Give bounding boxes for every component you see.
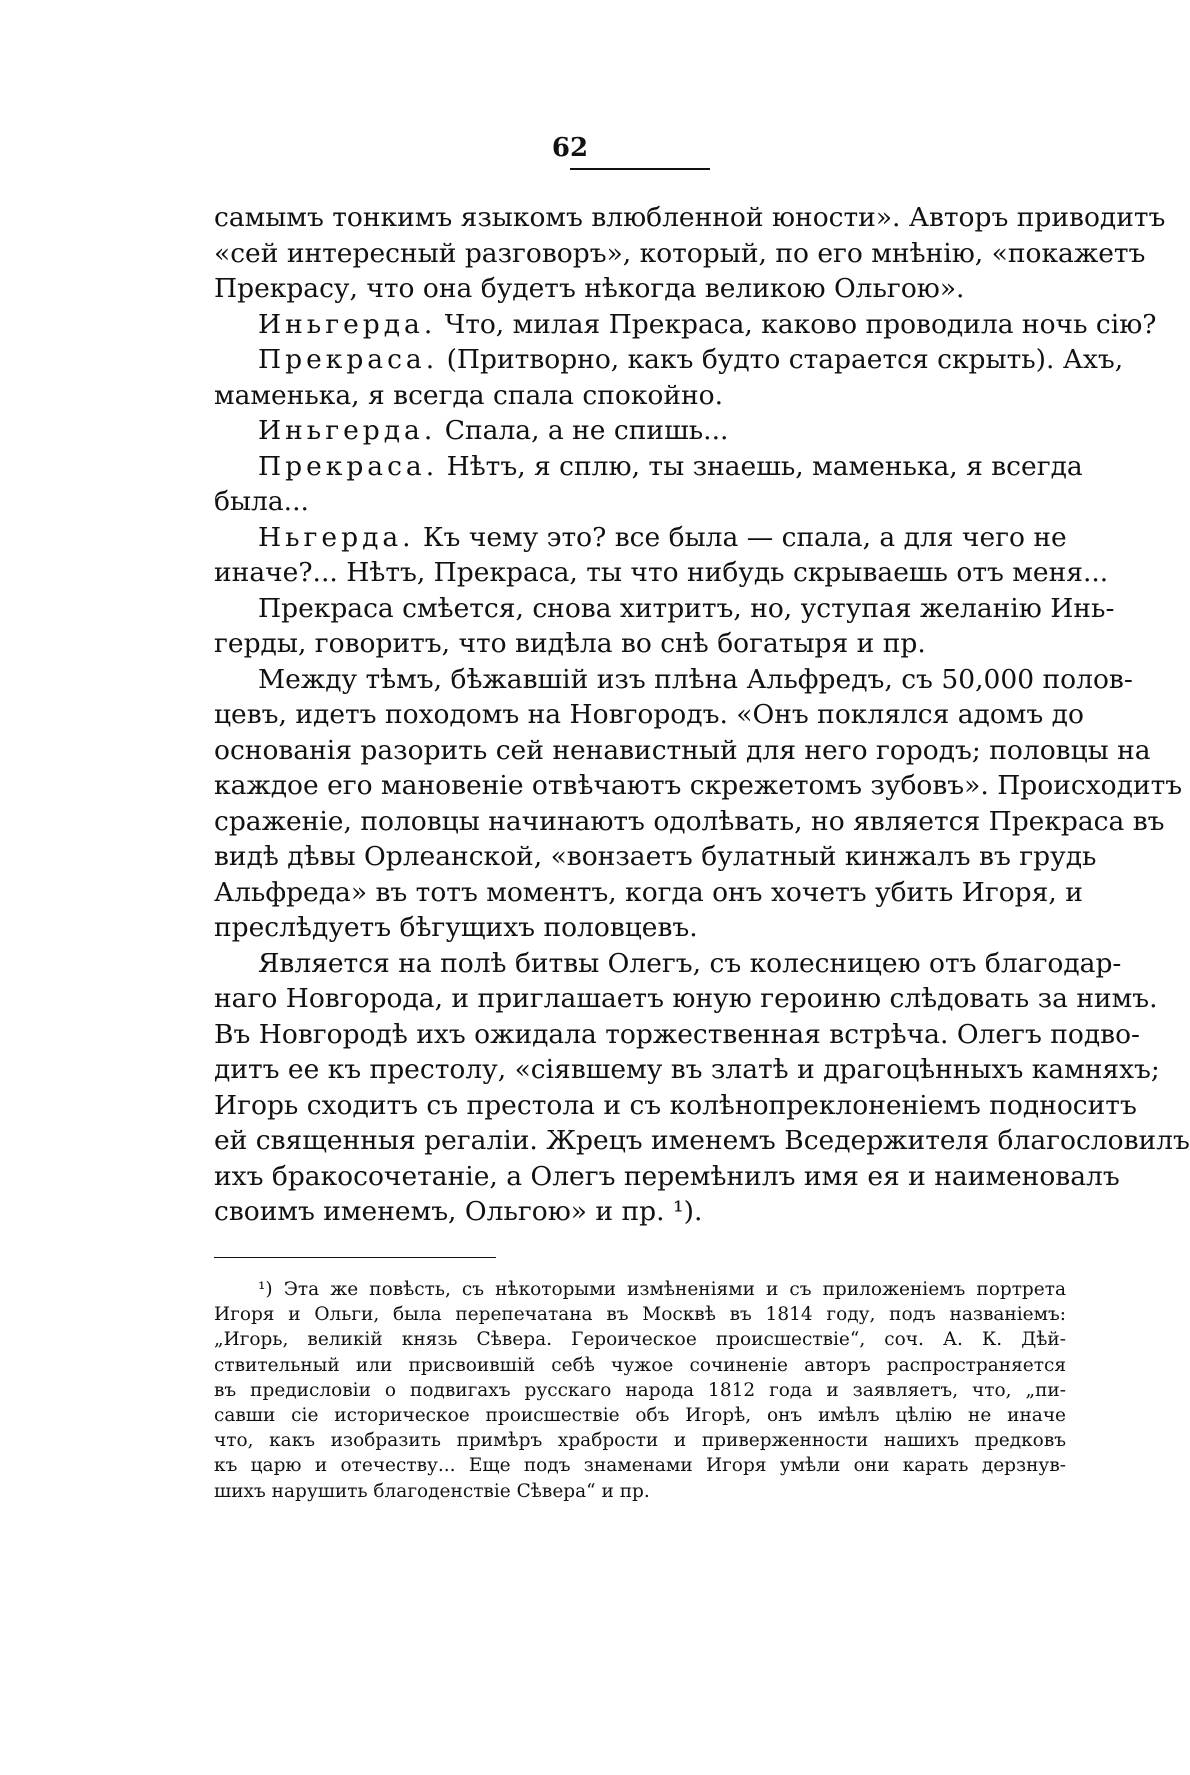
text-line [214,378,1066,414]
text-line [214,271,1066,307]
line-text: Альфреда» въ тотъ моментъ, когда онъ хочетъ убить Игоря, и [214,876,1083,908]
line-text: ей священныя регаліи. Жрецъ именемъ Вседержителя благословилъ [214,1125,1190,1156]
line-text: ихъ бракосочетаніе, а Олегъ перемѣнилъ имя ея и наименовалъ [214,1160,1120,1192]
line-text: преслѣдуетъ бѣгущихъ половцевъ. [214,912,698,943]
line-text: дитъ ее къ престолу, «сіявшему въ златѣ и драгоцѣнныхъ камняхъ; [214,1054,1160,1085]
line-text: (Притворно, какъ будто старается скрыть). Ахъ, [438,344,1124,375]
footnote-line: въ предисловіи о подвигахъ русскаго народа 1812 года и заявляетъ, что, „пи- [214,1379,1066,1401]
line-text: Между тѣмъ, бѣжавшій изъ плѣна Альфредъ, съ 50,000 полов- [258,663,1133,695]
text-line [214,626,1066,662]
main-text [214,200,1190,1230]
footnote-line: что, какъ изобразить примѣръ храбрости и приверженности нашихъ предковъ [214,1430,1066,1452]
text-line [214,1194,1066,1230]
text-line [214,200,1166,236]
text-line [214,733,1151,769]
footnote-line: ¹) Эта же повѣсть, съ нѣкоторыми измѣненіями и съ приложеніемъ портрета [258,1279,1066,1300]
speaker-name: Иньгерда. [258,308,437,340]
text-line [214,484,1066,520]
line-text: Нѣтъ, я сплю, ты знаешь, маменька, я всегда [438,450,1083,482]
line-text: Игорь сходитъ съ престола и съ колѣнопреклоненіемъ подноситъ [214,1089,1137,1121]
text-line [214,1123,1190,1159]
text-line [214,1017,1140,1053]
text-line [214,449,1083,485]
footnote-line: шихъ нарушить благоденствіе Сѣвера“ и пр. [214,1480,650,1502]
speaker-name: Ньгерда. [258,521,415,553]
line-text: наго Новгорода, и приглашаетъ юную героиню слѣдовать за нимъ. [214,983,1158,1014]
page-number-rule [570,168,710,170]
speaker-name: Иньгерда. [258,415,437,446]
text-line [214,875,1083,911]
text-line [214,1088,1137,1124]
line-text: видѣ дѣвы Орлеанской, «вонзаетъ булатный кинжалъ въ грудь [214,841,1097,872]
text-line [214,342,1124,378]
footnote-rule [214,1257,496,1258]
text-line [214,520,1066,556]
line-text: Къ чему это? все была — спала, а для чего не [414,521,1067,553]
text-line [214,662,1133,698]
footnote [214,1277,1066,1504]
line-text: «сей интересный разговоръ», который, по его мнѣнію, «покажетъ [214,237,1146,269]
text-line [214,946,1122,982]
line-text: Въ Новгородѣ ихъ ожидала торжественная встрѣча. Олегъ подво- [214,1018,1140,1050]
text-line [214,768,1183,804]
line-text: сраженіе, половцы начинаютъ одолѣвать, но является Прекраса въ [214,805,1165,837]
line-text: маменька, я всегда спала спокойно. [214,379,724,411]
text-line [214,236,1146,272]
speaker-name: Прекраса. [258,344,439,375]
text-line [214,910,1066,946]
line-text: своимъ именемъ, Ольгою» и пр. ¹). [214,1196,703,1227]
text-line [214,1052,1160,1088]
line-text: герды, говоритъ, что видѣла во снѣ богатыря и пр. [214,628,926,659]
text-line [214,307,1157,343]
line-text: цевъ, идетъ походомъ на Новгородъ. «Онъ поклялся адомъ до [214,699,1084,730]
footnote-line: Игоря и Ольги, была перепечатана въ Москвѣ въ 1814 году, подъ названіемъ: [214,1304,1066,1326]
footnote-line: „Игорь, великій князь Сѣвера. Героическое происшествіе“, соч. А. К. Дѣй- [214,1329,1066,1351]
line-text: Является на полѣ битвы Олегъ, съ колесницею отъ благодар- [258,947,1122,979]
footnote-line: савши сіе историческое происшествіе объ Игорѣ, онъ имѣлъ цѣлію не иначе [214,1404,1066,1426]
line-text: Что, милая Прекраса, каково проводила ночь сію? [436,308,1157,340]
text-line [214,555,1109,591]
line-text: иначе?... Нѣтъ, Прекраса, ты что нибудь скрываешь отъ меня... [214,557,1109,588]
line-text: Спала, а не спишь... [436,415,729,446]
text-line [214,697,1084,733]
line-text: Прекрасу, что она будетъ нѣкогда великою Ольгою». [214,273,965,304]
line-text: самымъ тонкимъ языкомъ влюбленной юности». Авторъ приводитъ [214,202,1166,233]
text-line [214,981,1158,1017]
footnote-line: къ царю и отечеству... Еще подъ знаменами Игоря умѣли они карать дерзнув- [214,1455,1066,1477]
text-line [214,804,1165,840]
speaker-name: Прекраса. [258,450,439,482]
page-number: 62 [551,133,589,163]
text-line [214,591,1115,627]
line-text: каждое его мановеніе отвѣчаютъ скрежетомъ зубовъ». Происходитъ [214,770,1183,801]
line-text: Прекраса смѣется, снова хитритъ, но, уступая желанію Инь- [258,592,1115,624]
text-line [214,839,1097,875]
line-text: была... [214,486,309,517]
text-line [214,1159,1120,1195]
line-text: основанія разорить сей ненавистный для него городъ; половцы на [214,734,1151,766]
footnote-line: ствительный или присвоившій себѣ чужое сочиненіе авторъ распространяется [214,1354,1066,1376]
text-line [214,413,1066,449]
